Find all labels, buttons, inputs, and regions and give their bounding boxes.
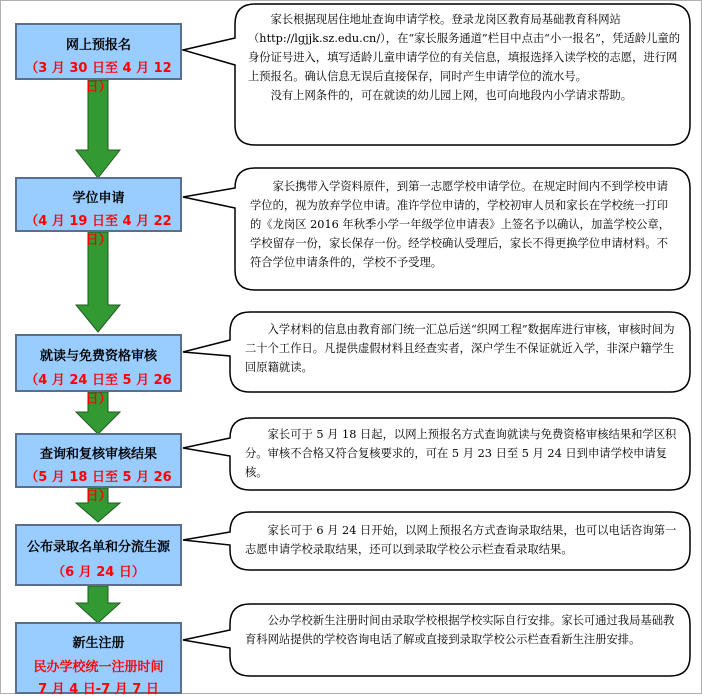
callout-text-2	[250, 177, 678, 272]
step-box-query-results	[15, 433, 182, 504]
callout-text-1	[248, 10, 680, 105]
step-box-online-preregistration	[15, 23, 182, 95]
callout-paragraph: 没有上网条件的，可在就读的幼儿园上网，也可向地段内小学请求帮助。	[270, 89, 633, 102]
step-detail: 民办学校统一注册时间	[33, 660, 164, 675]
step-title: 查询和复核审核结果	[39, 447, 157, 462]
step-date: （3 月 30 日至 4 月 12 日）	[25, 61, 172, 95]
step-box-degree-application	[15, 177, 182, 248]
step-box-admission-list	[15, 524, 182, 586]
callout-text-4	[245, 425, 677, 482]
arrow-down-5	[76, 586, 120, 623]
step-box-eligibility-review	[15, 334, 182, 407]
callout-paragraph: 家长可于 6 月 24 日开始，以网上预报名方式查询录取结果，也可以电话咨询第一志愿申请学校录取结果，还可以到录取学校公示栏查看录取结果。	[245, 524, 677, 556]
step-date: （5 月 18 日至 5 月 26 日）	[25, 470, 172, 504]
callout-text-5	[245, 521, 677, 559]
callout-paragraph: 家长根据现居住地址查询申请学校。登录龙岗区教育局基础教育科网站（http://lgjjk.sz.edu.cn/），在“家长服务通道”栏目中点击“小一报名”，凭适龄儿童的身份证号进入，填写适龄儿童申请学位的有关信息，填报选择入读学校的志愿，进行网上预报名。确认信息无误后直接保存，同时产生申请学位的流水号。	[248, 13, 680, 83]
step-date: （6 月 24 日）	[52, 565, 145, 580]
step-title: 学位申请	[72, 191, 125, 206]
step-box-new-student-registration	[15, 622, 182, 697]
callout-paragraph: 家长携带入学资料原件，到第一志愿学校申请学位。在规定时间内不到学校申请学位的，视为放弃学位申请。准许学位申请的，学校初审人员和家长在学校统一打印的《龙岗区 2016 年秋季小学一年级学位申请表》上签名予以确认，加盖学校公章，学校留存一份，家长保存一份。经学校确认受理后，家长不得更换学位申请材料。不符合学位申请条件的，学校不予受理。	[250, 180, 671, 269]
step-date: 7 月 4 日-7 月 7 日	[38, 682, 159, 697]
callout-paragraph: 家长可于 5 月 18 日起，以网上预报名方式查询就读与免费资格审核结果和学区积分。审核不合格又符合复核要求的，可在 5 月 23 日至 5 月 24 日到申请学校申请复核。	[245, 428, 677, 479]
step-date: （4 月 19 日至 4 月 22 日）	[25, 214, 172, 248]
step-title: 新生注册	[72, 636, 125, 651]
callout-text-3	[245, 320, 677, 377]
callout-paragraph: 公办学校新生注册时间由录取学校根据学校实际自行安排。家长可通过我局基础教育科网站提供的学校咨询电话了解或直接到录取学校公示栏查看新生注册安排。	[245, 614, 675, 646]
step-title: 就读与免费资格审核	[39, 349, 157, 364]
step-title: 公布录取名单和分流生源	[26, 540, 170, 555]
callout-paragraph: 入学材料的信息由教育部门统一汇总后送“织网工程”数据库进行审核，审核时间为二十个工作日。凡提供虚假材料且经查实者，深户学生不保证就近入学，非深户籍学生回原籍就读。	[245, 323, 675, 374]
callout-text-6	[245, 611, 677, 649]
step-title: 网上预报名	[65, 38, 131, 53]
step-date: （4 月 24 日至 5 月 26 日）	[25, 373, 172, 407]
